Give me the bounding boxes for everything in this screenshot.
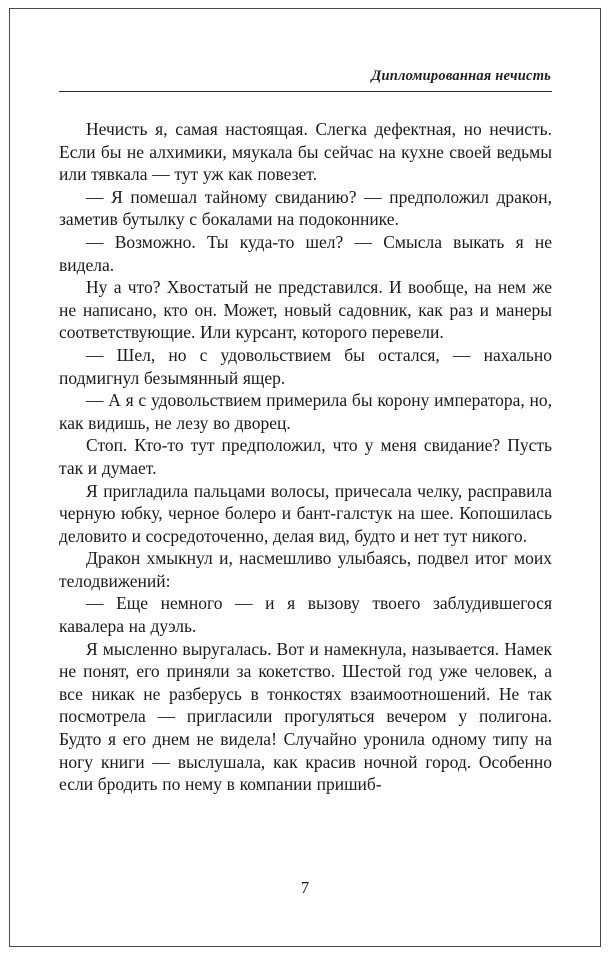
paragraph: — Возможно. Ты куда-то шел? — Смысла выкать я не видела. — [59, 231, 552, 275]
paragraph: Я пригладила пальцами волосы, причесала челку, расправила черную юбку, черное болеро и бант-галстук на шее. Копошилась деловито и сосредоточенно, делая вид, будто и нет тут никого. — [59, 480, 552, 546]
book-title: Дипломированная нечисть — [371, 68, 551, 84]
paragraph: — Еще немного — и я вызову твоего заблудившегося кавалера на дуэль. — [59, 593, 552, 637]
running-header — [59, 68, 552, 85]
paragraph: — Я помешал тайному свиданию? — предположил дракон, заметив бутылку с бокалами на подоконнике. — [59, 186, 552, 230]
page-footer — [0, 878, 610, 898]
paragraph: Стоп. Кто-то тут предположил, что у меня свидание? Пусть так и думает. — [59, 435, 552, 478]
page-content — [59, 68, 552, 796]
page-number: 7 — [300, 878, 310, 897]
paragraph: Я мысленно выругалась. Вот и намекнула, называется. Намек не понят, его приняли за кокетство. Шестой год уже человек, а все никак не разберусь в тонкостях взаимоотношений. Не так посмотрела — пригласили прогуляться вечером у полигона. Будто я его днем не видела! Случайно уронила одному типу на ногу книги — выслушала, как красив ночной город. Особенно если бродить по нему в компании пришиб- — [59, 638, 552, 795]
paragraph: Нечисть я, самая настоящая. Слегка дефектная, но нечисть. Если бы не алхимики, мяукала бы сейчас на кухне своей ведьмы или тявкала — тут уж как повезет. — [59, 119, 552, 185]
page-body — [59, 118, 552, 796]
header-rule — [59, 91, 552, 92]
paragraph: Ну а что? Хвостатый не представился. И вообще, на нем же не написано, кто он. Может, новый садовник, как раз и манеры соответствующие. Или курсант, которого перевели. — [59, 277, 552, 343]
paragraph: Дракон хмыкнул и, насмешливо улыбаясь, подвел итог моих телодвижений: — [59, 548, 552, 591]
paragraph: — Шел, но с удовольствием бы остался, — нахально подмигнул безымянный ящер. — [59, 344, 552, 388]
paragraph: — А я с удовольствием примерила бы корону императора, но, как видишь, не лезу во дворец. — [59, 390, 552, 433]
